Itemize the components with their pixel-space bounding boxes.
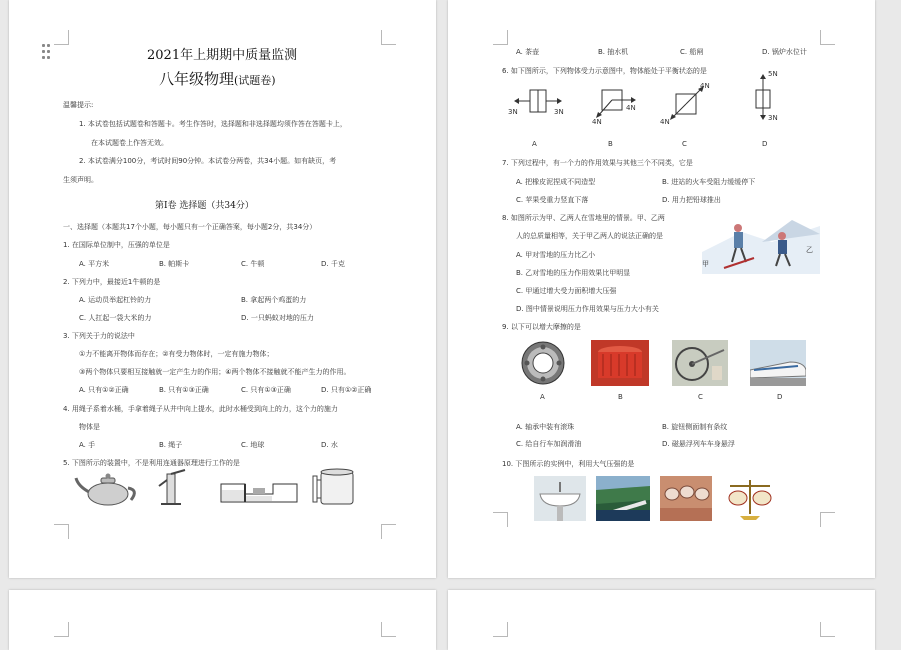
crop-mark <box>493 622 508 637</box>
option: A. 茶壶 <box>516 48 540 56</box>
subject-name: 八年级物理 <box>159 70 235 88</box>
force-label: 3N <box>554 108 564 116</box>
option: D. 一只蚂蚁对地的压力 <box>241 314 314 322</box>
statement: ③两个物体只要相互接触就一定产生力的作用；④两个物体不接触就不能产生力的作用。 <box>79 368 351 376</box>
crop-mark <box>381 30 396 45</box>
question-4: 4. 用绳子系着水桶，手拿着绳子从井中向上提水，此时水桶受到向上的力，这个力的施力 <box>63 405 338 413</box>
crop-mark <box>493 512 508 527</box>
document-page-next-left <box>9 590 436 650</box>
option: D. 水 <box>321 441 338 449</box>
ship-lock-figure <box>219 474 299 504</box>
question-8-cont: 人的总质量相等，关于甲乙两人的说法正确的是 <box>516 232 663 240</box>
option: A. 甲对雪地的压力比乙小 <box>516 251 596 259</box>
crop-mark <box>820 622 835 637</box>
figure-label: C <box>682 140 687 148</box>
pressure-cooker-image <box>722 476 778 522</box>
option: B. 拿起两个鸡蛋的力 <box>241 296 307 304</box>
figure-label: B <box>618 393 623 401</box>
option: A. 把橡皮泥捏成不同造型 <box>516 178 596 186</box>
crop-mark <box>54 30 69 45</box>
force-label: 4N <box>700 82 710 90</box>
notice-text: 在本试题卷上作答无效。 <box>91 139 168 147</box>
boiler-gauge-figure <box>309 466 359 508</box>
document-page-next-right <box>448 590 875 650</box>
document-page-right <box>448 0 875 578</box>
sink-image <box>534 476 586 521</box>
option: C. 牛顿 <box>241 260 265 268</box>
crop-mark <box>381 622 396 637</box>
option: C. 只有①③正确 <box>241 386 291 394</box>
section-title: 第Ⅰ卷 选择题（共34分） <box>155 201 254 211</box>
option: D. 只有①②正确 <box>321 386 372 394</box>
force-label: 4N <box>592 118 602 126</box>
option: C. 船闸 <box>680 48 704 56</box>
bicycle-image <box>672 340 728 386</box>
question-7: 7. 下列过程中，有一个力的作用效果与其他三个不同类，它是 <box>502 159 693 167</box>
force-label: 3N <box>768 114 778 122</box>
force-label: 4N <box>626 104 636 112</box>
option: D. 磁悬浮列车车身悬浮 <box>662 440 735 448</box>
question-3: 3. 下列关于力的说法中 <box>63 332 135 340</box>
knob-image <box>591 340 649 386</box>
question-1: 1. 在国际单位制中，压强的单位是 <box>63 241 170 249</box>
option: C. 地球 <box>241 441 265 449</box>
option: D. 千克 <box>321 260 345 268</box>
crop-mark <box>54 524 69 539</box>
force-diagram-c <box>660 80 718 128</box>
notice-text: 2. 本试卷满分100分，考试时间90分钟。本试卷分两卷，共34小题。如有缺页，考 <box>79 157 337 165</box>
drag-handle-icon[interactable] <box>42 44 50 60</box>
exam-title: 2021年上期期中质量监测 <box>147 48 298 63</box>
option: B. 乙对雪地的压力作用效果比甲明显 <box>516 269 631 277</box>
part-intro: 一、选择题（本题共17个小题，每小题只有一个正确答案，每小题2分，共34分） <box>63 223 317 231</box>
option: C. 苹果受重力竖直下落 <box>516 196 589 204</box>
teapot-figure <box>73 468 143 508</box>
question-6: 6. 如下图所示，下列物体受力示意图中，物体能处于平衡状态的是 <box>502 67 707 75</box>
notice-heading: 温馨提示: <box>63 101 94 109</box>
option: B. 抽水机 <box>598 48 629 56</box>
notice-text: 生须声明。 <box>63 176 98 184</box>
option: B. 绳子 <box>159 441 183 449</box>
force-diagram-d <box>750 68 784 128</box>
crop-mark <box>820 512 835 527</box>
option: A. 手 <box>79 441 96 449</box>
force-diagram-b <box>590 82 642 128</box>
option: C. 甲通过增大受力面积增大压强 <box>516 287 617 295</box>
question-8: 8. 如图所示为甲、乙两人在雪地里的情景。甲、乙两 <box>502 214 665 222</box>
crop-mark <box>493 30 508 45</box>
water-pump-figure <box>155 468 189 508</box>
person-label: 乙 <box>806 246 813 254</box>
cupping-image <box>660 476 712 521</box>
option: D. 用力把铅球推出 <box>662 196 721 204</box>
option: B. 旋钮侧面制有条纹 <box>662 423 728 431</box>
exam-subtitle <box>159 70 276 90</box>
crop-mark <box>381 524 396 539</box>
force-label: 5N <box>768 70 778 78</box>
option: B. 帕斯卡 <box>159 260 190 268</box>
subtitle-note: (试题卷) <box>234 74 276 87</box>
question-10: 10. 下图所示的实例中，利用大气压强的是 <box>502 460 635 468</box>
snow-scene-image <box>702 212 820 274</box>
crop-mark <box>820 30 835 45</box>
figure-label: A <box>532 140 537 148</box>
maglev-train-image <box>750 340 806 386</box>
question-4-cont: 物体是 <box>79 423 100 431</box>
option: B. 进站的火车受阻力缓缓停下 <box>662 178 756 186</box>
figure-label: D <box>762 140 768 148</box>
document-page-left <box>9 0 436 578</box>
option: C. 人扛起一袋大米的力 <box>79 314 152 322</box>
figure-label: B <box>608 140 613 148</box>
figure-label: C <box>698 393 703 401</box>
option: D. 图中情景说明压力作用效果与压力大小有关 <box>516 305 659 313</box>
question-2: 2. 下列力中，最接近1牛顿的是 <box>63 278 161 286</box>
option: A. 只有①②正确 <box>79 386 129 394</box>
option: A. 轴承中装有滚珠 <box>516 423 575 431</box>
ball-bearing-image <box>518 340 568 386</box>
option: B. 只有①③正确 <box>159 386 209 394</box>
option: C. 给自行车加润滑油 <box>516 440 582 448</box>
figure-label: A <box>540 393 545 401</box>
figure-label: D <box>777 393 783 401</box>
notice-text: 1. 本试卷包括试题卷和答题卡。考生作答时，选择题和非选择题均须作答在答题卡上， <box>79 120 347 128</box>
option: D. 锅炉水位计 <box>762 48 807 56</box>
statement: ①力不能离开物体而存在；②有受力物体时，一定有施力物体； <box>79 350 274 358</box>
crop-mark <box>54 622 69 637</box>
force-label: 3N <box>508 108 518 116</box>
person-label: 甲 <box>702 260 709 268</box>
option: A. 运动员举起杠铃的力 <box>79 296 152 304</box>
option: A. 平方米 <box>79 260 110 268</box>
question-5: 5. 下图所示的装置中，不是利用连通器原理进行工作的是 <box>63 459 240 467</box>
force-diagram-a <box>508 82 568 126</box>
dam-image <box>596 476 650 521</box>
force-label: 4N <box>660 118 670 126</box>
question-9: 9. 以下可以增大摩擦的是 <box>502 323 581 331</box>
